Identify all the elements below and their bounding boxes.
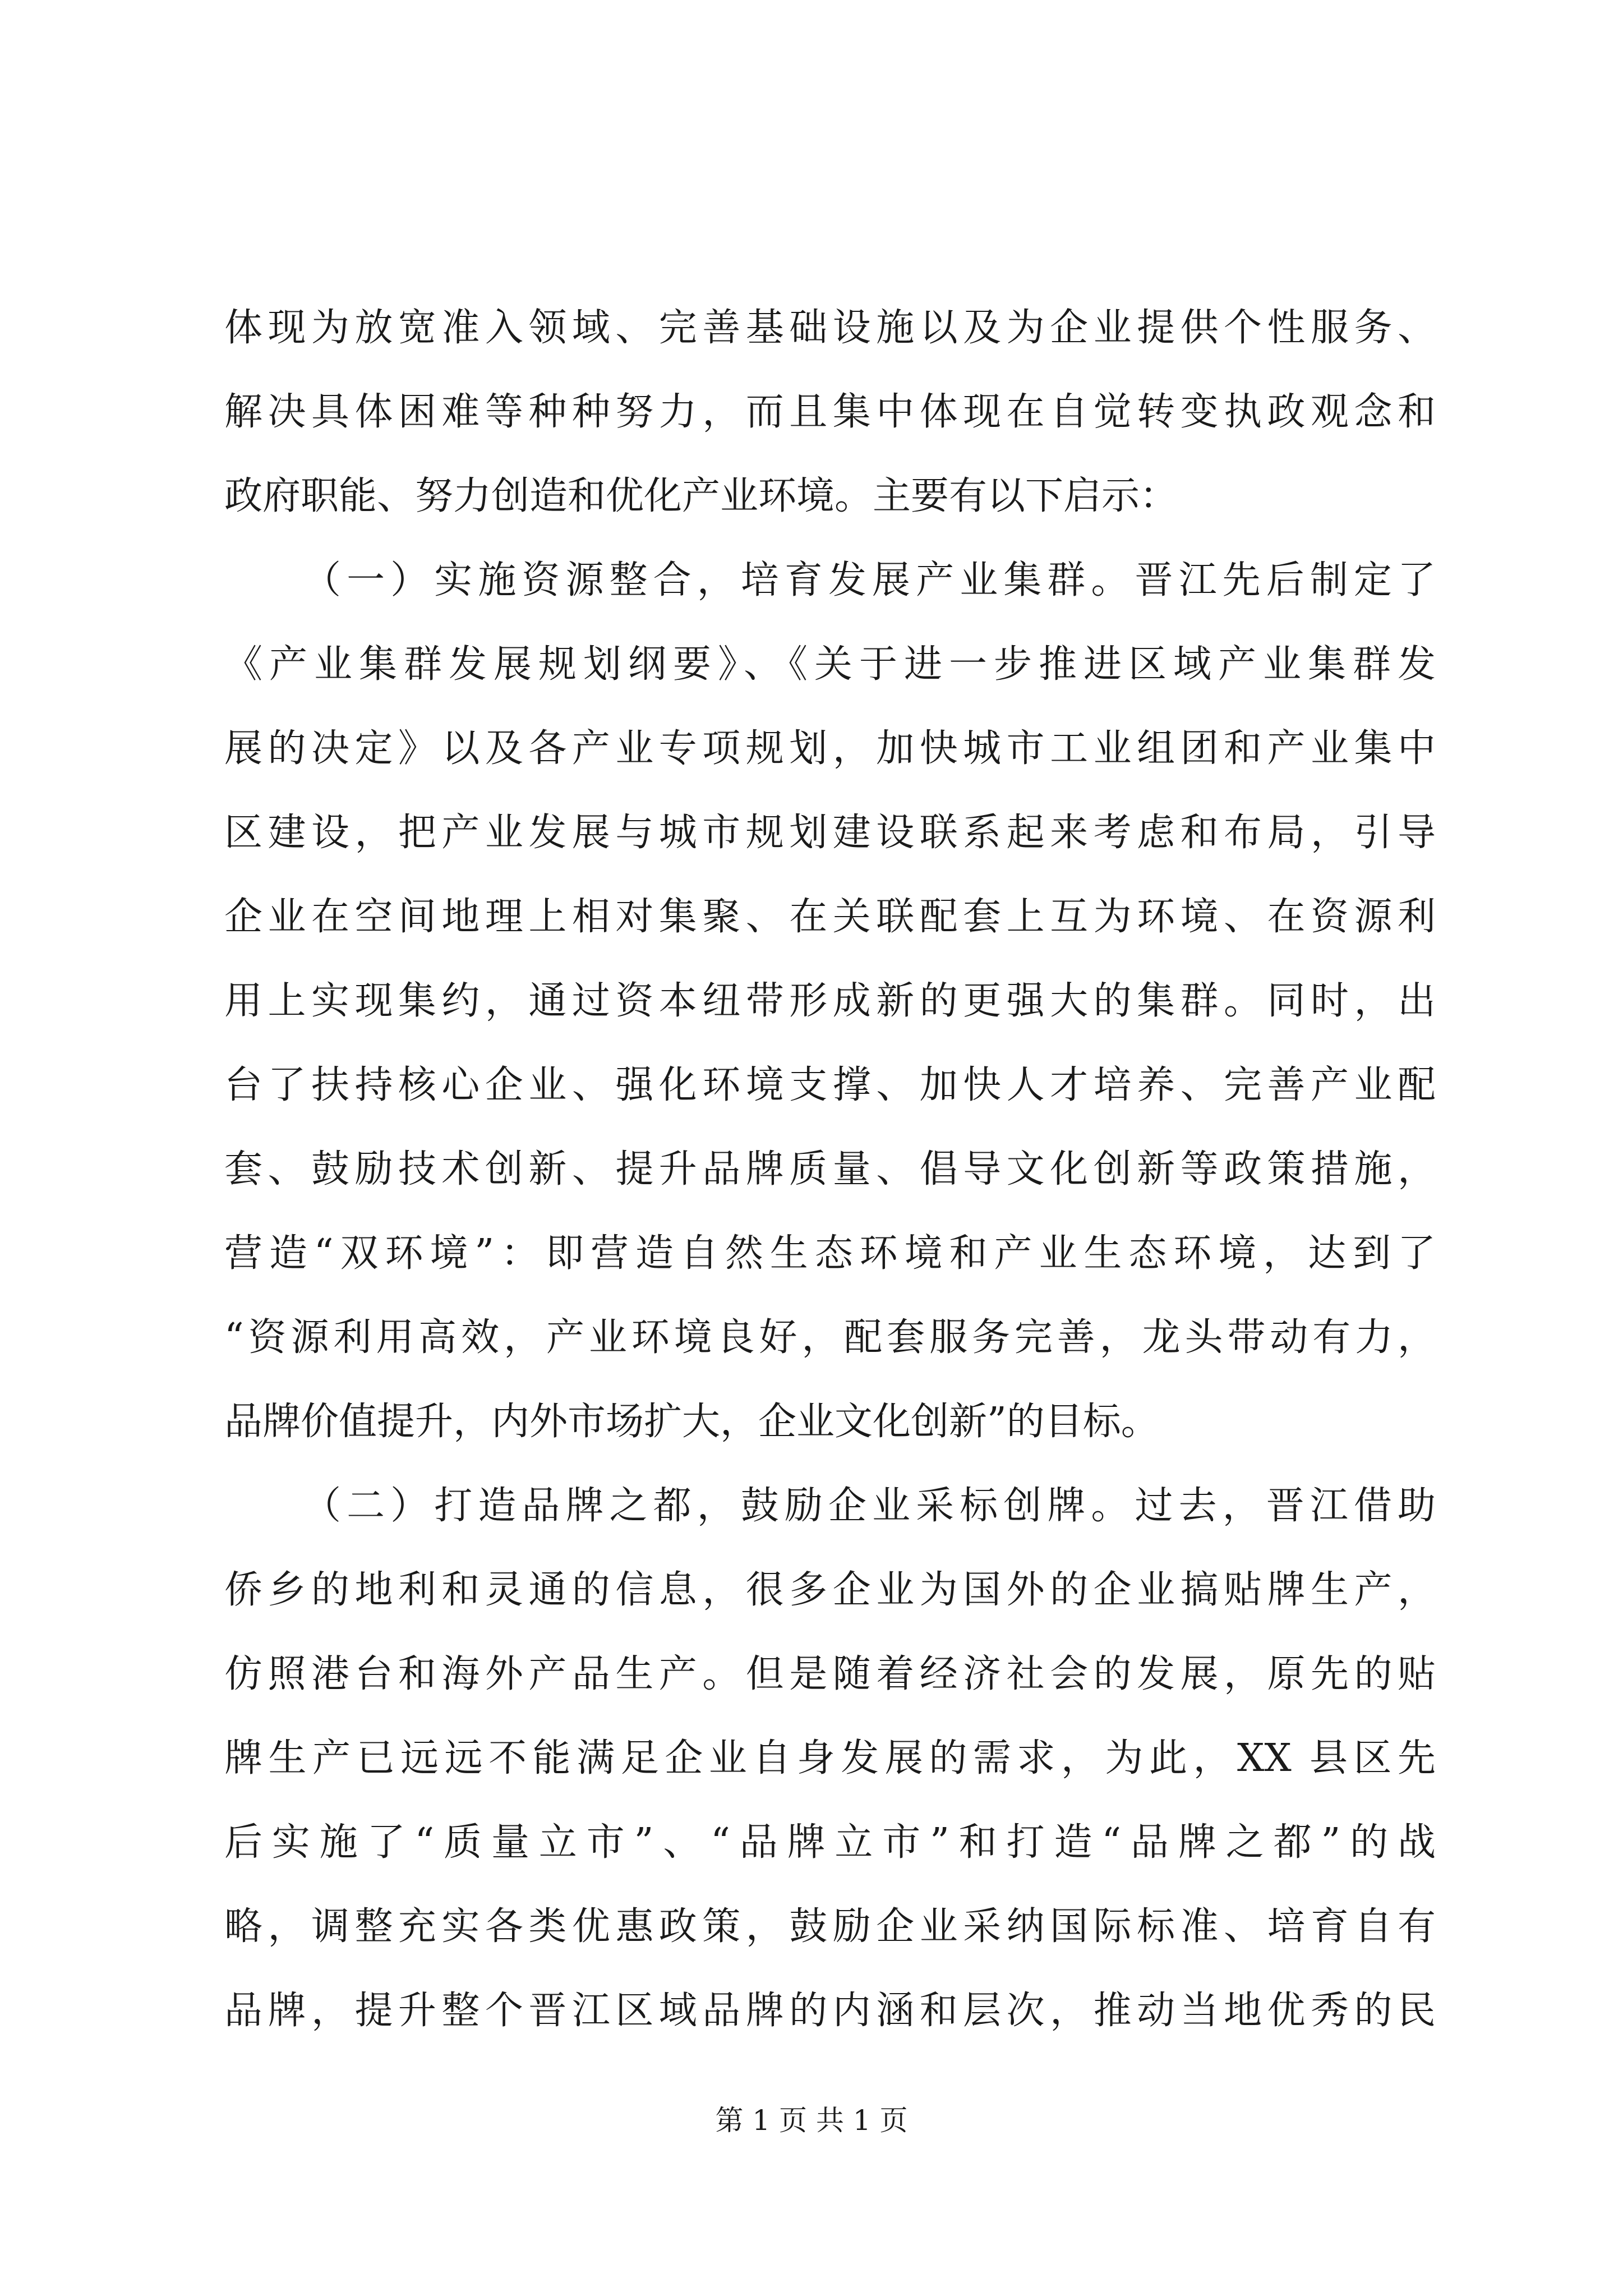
text-line: 略，调整充实各类优惠政策，鼓励企业采纳国际标准、培育自有 bbox=[224, 1904, 1436, 1949]
page-number-footer: 第 1 页 共 1 页 bbox=[715, 2104, 908, 2137]
text-line: 套、鼓励技术创新、提升品牌质量、倡导文化创新等政策措施， bbox=[224, 1147, 1436, 1191]
text-line: “资源利用高效，产业环境良好，配套服务完善，龙头带动有力， bbox=[224, 1315, 1436, 1360]
text-line: 企业在空间地理上相对集聚、在关联配套上互为环境、在资源利 bbox=[224, 895, 1436, 939]
text-line: 后实施了“质量立市”、“品牌立市”和打造“品牌之都”的战 bbox=[224, 1820, 1436, 1865]
text-line: 政府职能、努力创造和优化产业环境。主要有以下启示： bbox=[224, 474, 1178, 518]
text-line: 仿照港台和海外产品生产。但是随着经济社会的发展，原先的贴 bbox=[224, 1652, 1436, 1696]
text-line: 解决具体困难等种种努力，而且集中体现在自觉转变执政观念和 bbox=[224, 390, 1436, 434]
text-line: 《产业集群发展规划纲要》、《关于进一步推进区域产业集群发 bbox=[224, 642, 1436, 687]
text-line: 用上实现集约，通过资本纽带形成新的更强大的集群。同时，出 bbox=[224, 979, 1436, 1023]
text-line: 品牌价值提升，内外市场扩大，企业文化创新”的目标。 bbox=[224, 1400, 1159, 1444]
text-line: （二）打造品牌之都，鼓励企业采标创牌。过去，晋江借助 bbox=[303, 1484, 1436, 1528]
text-line: 台了扶持核心企业、强化环境支撑、加快人才培养、完善产业配 bbox=[224, 1063, 1436, 1107]
text-line: 展的决定》以及各产业专项规划，加快城市工业组团和产业集中 bbox=[224, 726, 1436, 771]
text-line: 侨乡的地利和灵通的信息，很多企业为国外的企业搞贴牌生产， bbox=[224, 1568, 1436, 1612]
text-line: （一）实施资源整合，培育发展产业集群。晋江先后制定了 bbox=[303, 558, 1436, 602]
text-line: 牌生产已远远不能满足企业自身发展的需求，为此，XX 县区先 bbox=[224, 1736, 1436, 1780]
text-line: 体现为放宽准入领域、完善基础设施以及为企业提供个性服务、 bbox=[224, 306, 1436, 350]
text-line: 营造“双环境”：即营造自然生态环境和产业生态环境，达到了 bbox=[224, 1231, 1436, 1276]
text-line: 品牌，提升整个晋江区域品牌的内涵和层次，推动当地优秀的民 bbox=[224, 1989, 1436, 2033]
text-line: 区建设，把产业发展与城市规划建设联系起来考虑和布局，引导 bbox=[224, 811, 1436, 855]
